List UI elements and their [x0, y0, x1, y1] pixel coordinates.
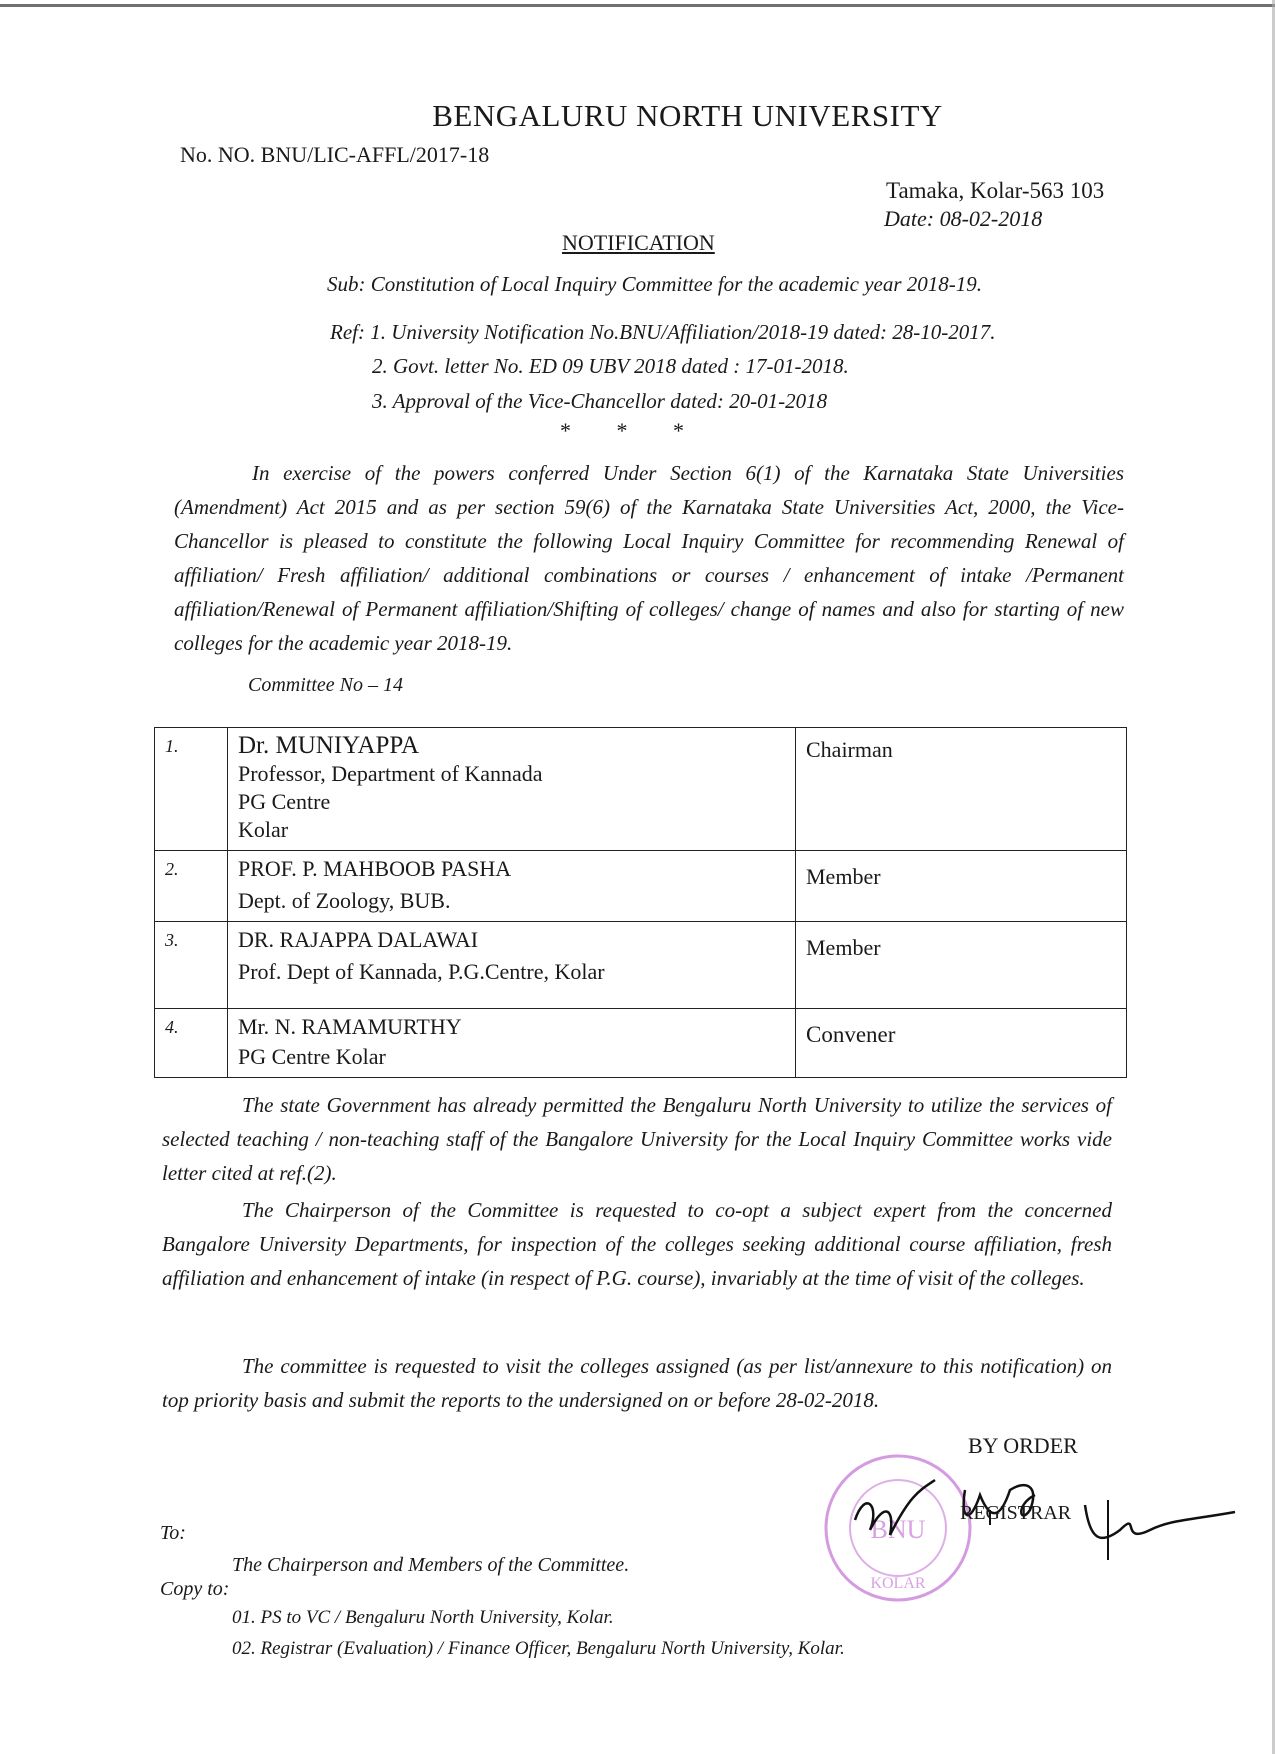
seal-text: BNU — [870, 1515, 926, 1544]
member-info — [228, 922, 796, 1009]
member-role: Convener — [796, 1009, 1127, 1078]
committee-members-table — [154, 727, 1127, 1078]
registrar-label: REGISTRAR — [960, 1502, 1072, 1524]
scan-edge-top — [0, 4, 1275, 7]
paragraph-co-opt-expert: The Chairperson of the Committee is requested to co-opt a subject expert from the concerned Bangalore University Departments, for inspection of the colleges seeking additional course affiliation, fresh affiliation and enhancement of intake (in respect of P.G. course), invariably at the time of visit of the colleges. — [162, 1198, 1112, 1290]
member-detail: PG Centre Kolar — [238, 1044, 386, 1069]
table-row — [155, 1009, 1127, 1078]
by-order-label: BY ORDER — [968, 1433, 1078, 1458]
committee-label: Committee No – 14 — [248, 674, 403, 696]
copy-to-item: 02. Registrar (Evaluation) / Finance Officer, Bengaluru North University, Kolar. — [232, 1638, 845, 1659]
member-name: PROF. P. MAHBOOB PASHA — [238, 856, 512, 881]
reference-2: 2. Govt. letter No. ED 09 UBV 2018 dated : 17-01-2018. — [372, 354, 849, 378]
member-sno: 1. — [155, 728, 228, 851]
member-info — [228, 728, 796, 851]
place-address: Tamaka, Kolar-563 103 — [886, 178, 1105, 203]
university-name: BENGALURU NORTH UNIVERSITY — [432, 98, 943, 133]
member-detail: Prof. Dept of Kannada, P.G.Centre, Kolar — [238, 959, 605, 984]
intro-paragraph: In exercise of the powers conferred Under Section 6(1) of the Karnataka State Universities (Amendment) Act 2015 and as per section 59(6) of the Karnataka State Universities Act, 2000, the Vice-Chancellor is pleased to constitute the following Local Inquiry Committee for recommending Renewal of affiliation/ Fresh affiliation/ additional combinations or courses / enhancement of intake /Permanent affiliation/Renewal of Permanent affiliation/Shifting of colleges/ change of names and also for starting of new colleges for the academic year 2018-19. — [174, 461, 1124, 655]
reference-3: 3. Approval of the Vice-Chancellor dated: 20-01-2018 — [372, 389, 828, 413]
member-sno: 3. — [155, 922, 228, 1009]
member-name: DR. RAJAPPA DALAWAI — [238, 927, 479, 952]
table-row — [155, 851, 1127, 922]
member-sno: 2. — [155, 851, 228, 922]
to-label: To: — [160, 1522, 186, 1544]
copy-to-label: Copy to: — [160, 1578, 230, 1600]
member-detail: Professor, Department of Kannada — [238, 761, 543, 786]
table-row — [155, 728, 1127, 851]
paragraph-submit-reports: The committee is requested to visit the colleges assigned (as per list/annexure to this notification) on top priority basis and submit the reports to the undersigned on or before 28-02-2018. — [162, 1354, 1112, 1412]
to-recipient: The Chairperson and Members of the Committee. — [232, 1554, 630, 1576]
member-role: Chairman — [796, 728, 1127, 851]
member-sno: 4. — [155, 1009, 228, 1078]
member-name: Mr. N. RAMAMURTHY — [238, 1014, 462, 1039]
member-role: Member — [796, 922, 1127, 1009]
member-detail: Dept. of Zoology, BUB. — [238, 888, 451, 913]
member-name: Dr. MUNIYAPPA — [238, 732, 420, 759]
member-role: Member — [796, 851, 1127, 922]
paragraph-govt-permission: The state Government has already permitted the Bengaluru North University to utilize the services of selected teaching / non-teaching staff of the Bangalore University for the Local Inquiry Committee works vide letter cited at ref.(2). — [162, 1093, 1112, 1185]
reference-1: Ref: 1. University Notification No.BNU/Affiliation/2018-19 dated: 28-10-2017. — [330, 320, 996, 344]
member-info — [228, 1009, 796, 1078]
member-detail: Kolar — [238, 817, 289, 842]
member-info — [228, 851, 796, 922]
notification-date: Date: 08-02-2018 — [884, 206, 1043, 231]
reference-number: No. NO. BNU/LIC-AFFL/2017-18 — [180, 142, 490, 167]
notification-title: NOTIFICATION — [562, 230, 715, 255]
member-detail: PG Centre — [238, 789, 331, 814]
separator-stars: * * * — [560, 418, 684, 443]
seal-bottom-text: KOLAR — [870, 1575, 926, 1592]
table-row — [155, 922, 1127, 1009]
subject-line: Sub: Constitution of Local Inquiry Committee for the academic year 2018-19. — [327, 272, 982, 296]
copy-to-item: 01. PS to VC / Bengaluru North University, Kolar. — [232, 1607, 614, 1628]
